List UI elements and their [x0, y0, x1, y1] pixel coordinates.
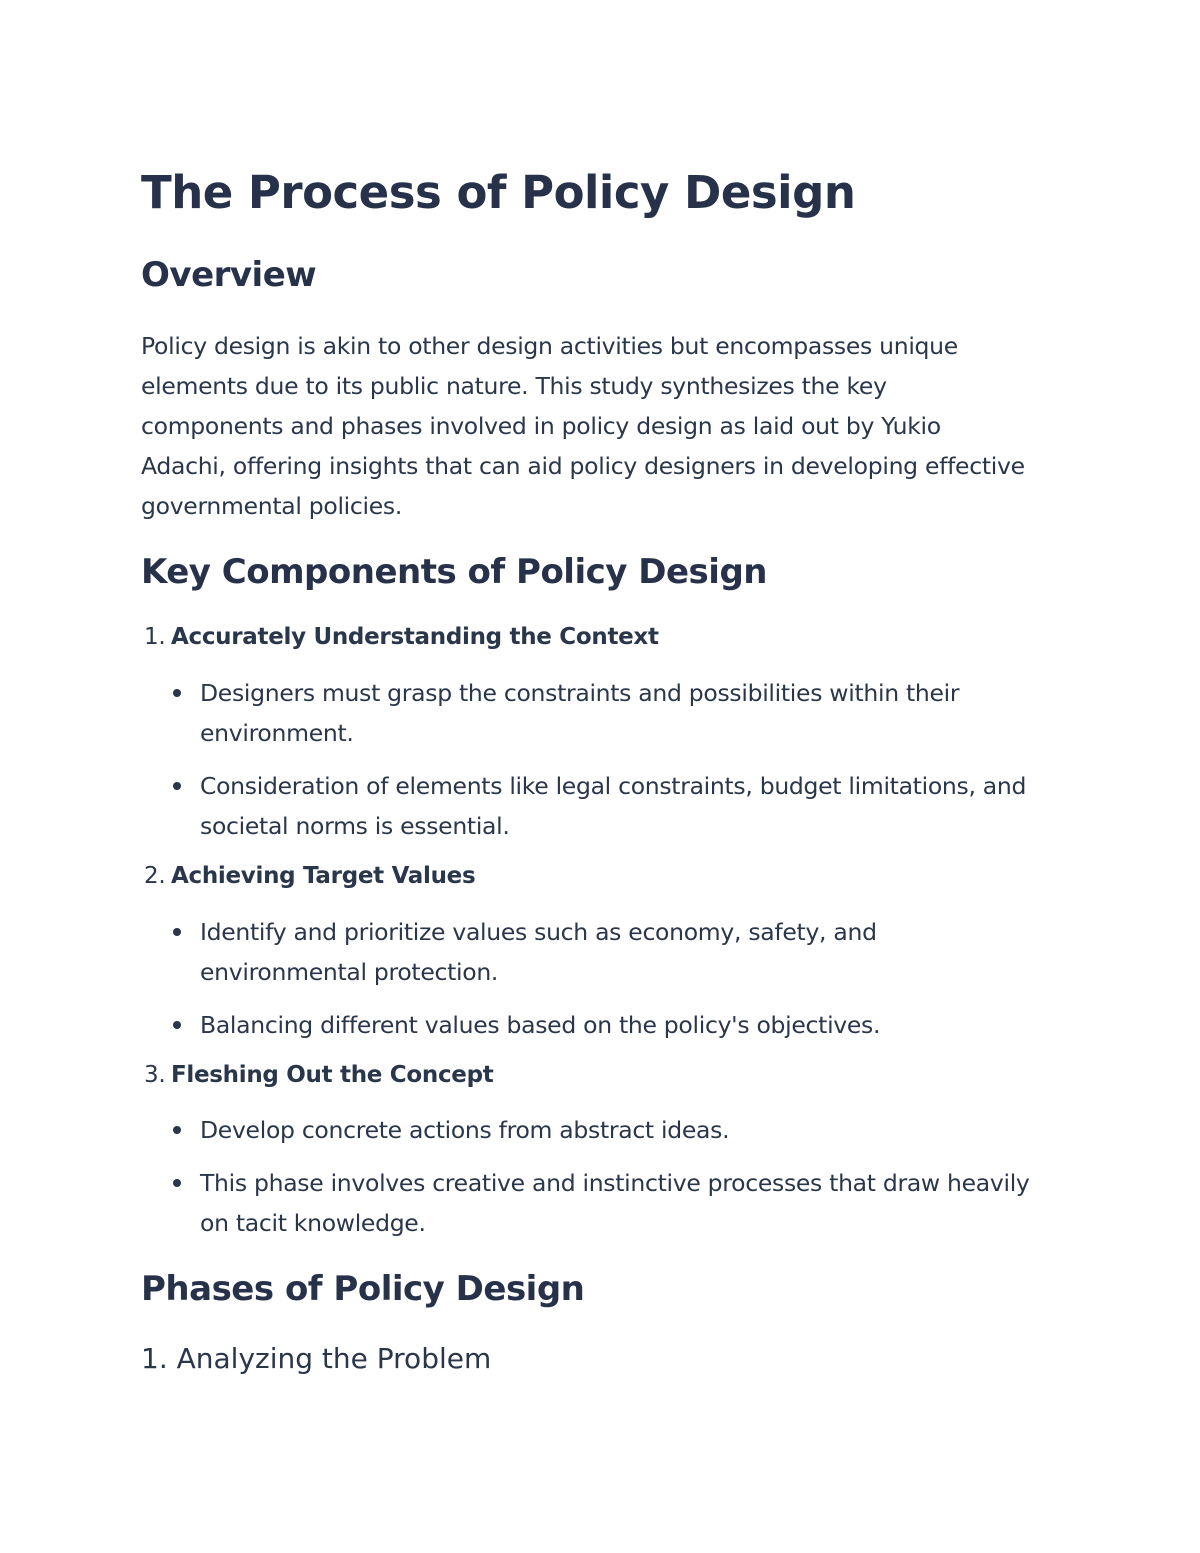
overview-heading: Overview — [141, 255, 317, 295]
component-1-bullets — [200, 673, 1040, 859]
component-3-title: Fleshing Out the Concept — [171, 1062, 494, 1088]
list-item-text: Identify and prioritize values such as economy, safety, and environmental protection. — [200, 918, 877, 986]
phase-1-subheading: 1. Analyzing the Problem — [141, 1342, 492, 1375]
component-1-title: Accurately Understanding the Context — [171, 624, 659, 650]
bullet-icon — [173, 1021, 181, 1029]
list-item — [200, 1005, 1040, 1045]
component-3-heading — [144, 1062, 493, 1088]
list-item-text: Consideration of elements like legal constraints, budget limitations, and societal norms is essential. — [200, 772, 1027, 840]
list-item-text: Balancing different values based on the policy's objectives. — [200, 1011, 881, 1039]
key-components-heading: Key Components of Policy Design — [141, 552, 767, 592]
list-item — [200, 1110, 1040, 1150]
bullet-icon — [173, 689, 181, 697]
list-item-text: Designers must grasp the constraints and possibilities within their environment. — [200, 679, 960, 747]
bullet-icon — [173, 1126, 181, 1134]
component-2-heading — [144, 863, 475, 889]
component-2-number: 2. — [144, 863, 166, 889]
component-1-number: 1. — [144, 624, 166, 650]
list-item — [200, 912, 1040, 992]
list-item — [200, 766, 1040, 846]
list-item — [200, 673, 1040, 753]
list-item-text: This phase involves creative and instinctive processes that draw heavily on tacit knowledge. — [200, 1169, 1030, 1237]
component-2-bullets — [200, 912, 1040, 1058]
bullet-icon — [173, 928, 181, 936]
list-item — [200, 1163, 1040, 1243]
bullet-icon — [173, 1179, 181, 1187]
bullet-icon — [173, 782, 181, 790]
overview-paragraph: Policy design is akin to other design activities but encompasses unique elements due to its public nature. This study synthesizes the key components and phases involved in policy design as laid out by Yukio Adachi, offering insights that can aid policy designers in developing effective governmental policies. — [141, 332, 1025, 520]
phases-heading: Phases of Policy Design — [141, 1269, 585, 1309]
component-1-heading — [144, 624, 659, 650]
component-2-title: Achieving Target Values — [171, 863, 476, 889]
component-3-number: 3. — [144, 1062, 166, 1088]
page-title: The Process of Policy Design — [141, 166, 856, 219]
component-3-bullets — [200, 1110, 1040, 1256]
list-item-text: Develop concrete actions from abstract ideas. — [200, 1116, 730, 1144]
